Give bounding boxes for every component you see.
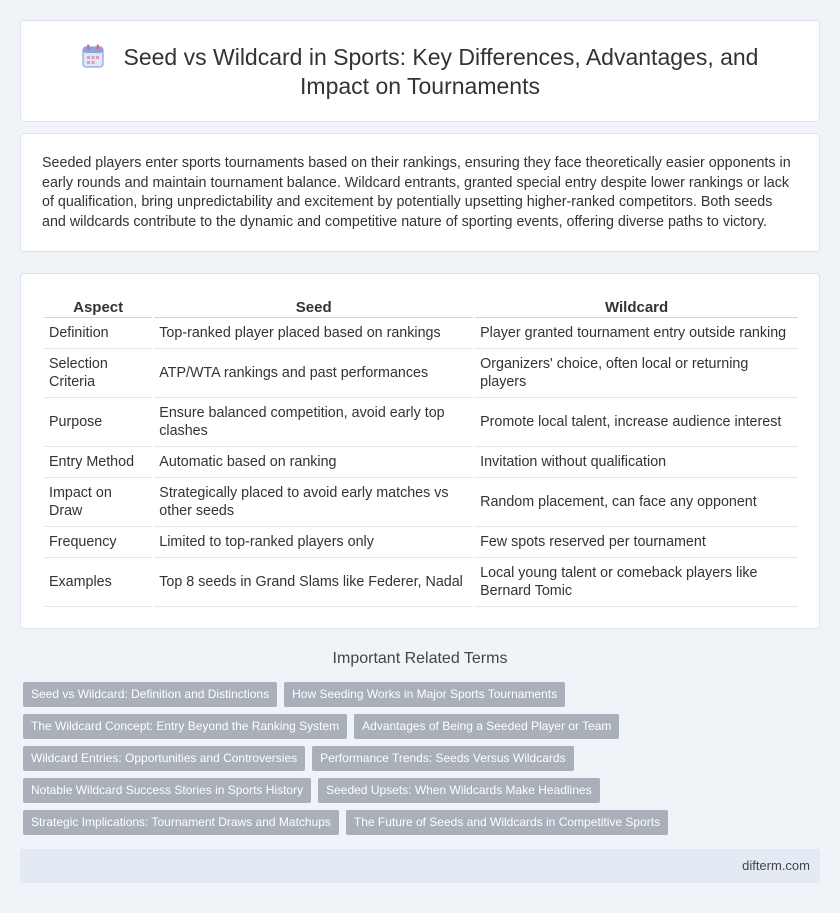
related-term-tag[interactable]: Wildcard Entries: Opportunities and Controversies [23,746,305,771]
table-cell-wildcard: Promote local talent, increase audience interest [475,398,798,447]
table-cell-wildcard: Player granted tournament entry outside ranking [475,318,798,349]
table-row [44,527,798,558]
related-term-tag[interactable]: Seeded Upsets: When Wildcards Make Headlines [318,778,599,803]
table-row [44,349,798,398]
table-cell-seed: Automatic based on ranking [154,447,473,478]
related-term-tag[interactable]: The Wildcard Concept: Entry Beyond the Ranking System [23,714,347,739]
column-header-aspect: Aspect [44,293,152,318]
footer-site-link[interactable]: difterm.com [742,858,810,873]
related-term-tag[interactable]: Seed vs Wildcard: Definition and Distinctions [23,682,277,707]
table-cell-wildcard: Few spots reserved per tournament [475,527,798,558]
table-header-row [44,293,798,318]
tag-row [23,810,668,835]
calendar-icon [82,44,104,68]
table-cell-seed: Top-ranked player placed based on rankings [154,318,473,349]
comparison-card [20,273,820,629]
table-cell-wildcard: Invitation without qualification [475,447,798,478]
table-cell-aspect: Selection Criteria [44,349,152,398]
table-cell-aspect: Impact on Draw [44,478,152,527]
comparison-table [42,293,800,607]
table-row [44,478,798,527]
table-cell-aspect: Examples [44,558,152,607]
related-term-tag[interactable]: How Seeding Works in Major Sports Tournaments [284,682,565,707]
table-cell-wildcard: Random placement, can face any opponent [475,478,798,527]
tag-row [23,714,619,739]
related-term-tag[interactable]: The Future of Seeds and Wildcards in Competitive Sports [346,810,668,835]
table-row [44,398,798,447]
table-cell-wildcard: Local young talent or comeback players like Bernard Tomic [475,558,798,607]
page-title: Seed vs Wildcard in Sports: Key Differences, Advantages, and Impact on Tournaments [123,44,759,99]
related-term-tag[interactable]: Notable Wildcard Success Stories in Sports History [23,778,311,803]
tag-row [23,682,565,707]
table-cell-seed: ATP/WTA rankings and past performances [154,349,473,398]
table-cell-aspect: Entry Method [44,447,152,478]
related-term-tag[interactable]: Advantages of Being a Seeded Player or Team [354,714,619,739]
column-header-wildcard: Wildcard [475,293,798,318]
table-cell-seed: Limited to top-ranked players only [154,527,473,558]
tag-row [23,746,574,771]
header-card [20,20,820,122]
table-cell-seed: Ensure balanced competition, avoid early top clashes [154,398,473,447]
footer [20,849,820,883]
table-row [44,447,798,478]
table-cell-aspect: Purpose [44,398,152,447]
related-term-tag[interactable]: Performance Trends: Seeds Versus Wildcards [312,746,573,771]
related-terms-heading: Important Related Terms [332,650,508,667]
intro-card [20,133,820,252]
intro-text: Seeded players enter sports tournaments based on their rankings, ensuring they face theoretically easier opponents in early rounds and maintain tournament balance. Wildcard entrants, granted special entry despite lower rankings or lack of qualification, bring unpredictability and excitement by potentially upsetting higher-ranked competitors. Both seeds and wildcards contribute to the dynamic and competitive nature of sporting events, offering diverse paths to victory. [42,155,791,230]
tag-row [23,778,600,803]
column-header-seed: Seed [154,293,473,318]
page-title-wrap [21,43,819,101]
table-row [44,558,798,607]
table-cell-aspect: Frequency [44,527,152,558]
table-cell-seed: Strategically placed to avoid early matches vs other seeds [154,478,473,527]
table-row [44,318,798,349]
table-cell-wildcard: Organizers' choice, often local or returning players [475,349,798,398]
table-cell-seed: Top 8 seeds in Grand Slams like Federer, Nadal [154,558,473,607]
table-cell-aspect: Definition [44,318,152,349]
related-term-tag[interactable]: Strategic Implications: Tournament Draws and Matchups [23,810,339,835]
